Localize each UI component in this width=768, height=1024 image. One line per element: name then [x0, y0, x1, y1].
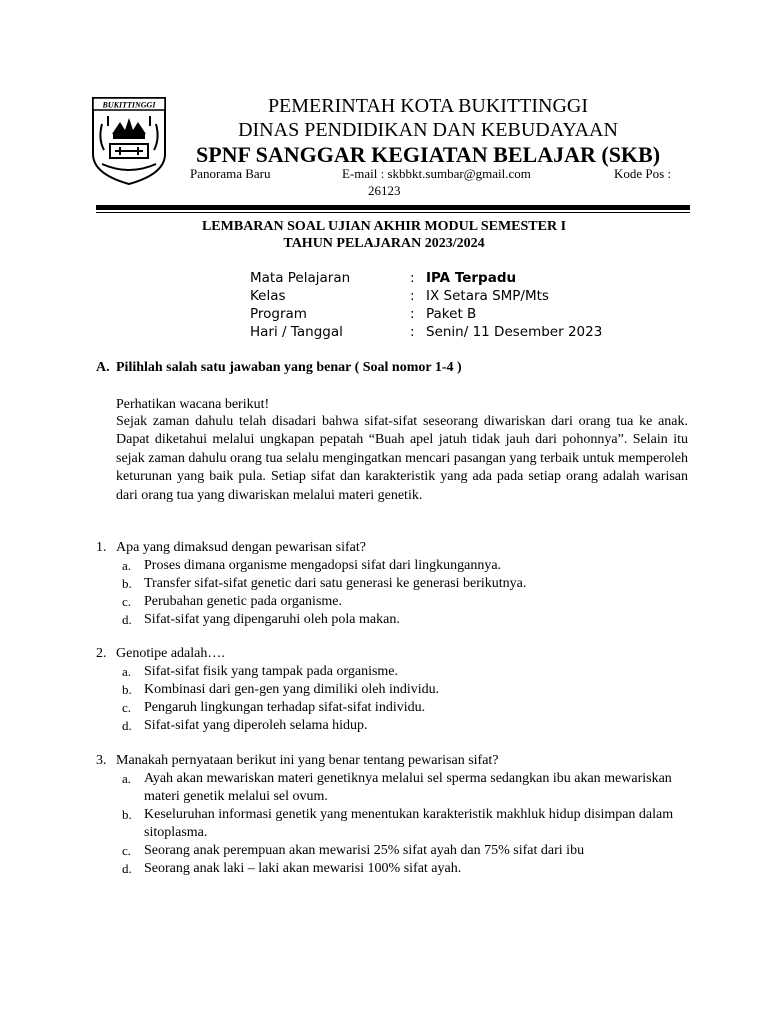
answer-option-d[interactable]	[96, 717, 696, 735]
option-letter: d.	[122, 612, 132, 627]
logo-banner-text: BUKITTINGGI	[102, 100, 156, 110]
letterhead-divider-thin	[96, 212, 690, 213]
question-number: 2.	[96, 646, 107, 661]
letterhead-institution: SPNF SANGGAR KEGIATAN BELAJAR (SKB)	[195, 142, 661, 167]
answer-option-d[interactable]	[96, 860, 696, 878]
info-label: Program	[250, 306, 307, 322]
option-letter: c.	[122, 843, 132, 858]
letterhead-email: E-mail : skbbkt.sumbar@gmail.com	[342, 166, 531, 181]
option-letter: a.	[122, 771, 132, 786]
option-letter: a.	[122, 558, 132, 573]
option-text: Keseluruhan informasi genetik yang menentukan karakteristik makhluk hidup disimpan dalam sitoplasma.	[144, 807, 674, 840]
letterhead-postal-code: 26123	[368, 183, 401, 198]
option-letter: b.	[122, 807, 132, 822]
exam-title: LEMBARAN SOAL UJIAN AKHIR MODUL SEMESTER I	[201, 219, 567, 234]
answer-option-a[interactable]	[96, 557, 696, 575]
letterhead-postal-label: Kode Pos :	[614, 166, 672, 181]
info-colon: :	[410, 270, 415, 286]
city-emblem-logo	[90, 94, 168, 186]
answer-option-b[interactable]	[96, 681, 696, 699]
section-instruction: Pilihlah salah satu jawaban yang benar ( Soal nomor 1-4 )	[116, 360, 462, 375]
question-number: 3.	[96, 753, 107, 768]
info-label: Kelas	[250, 288, 286, 304]
letterhead-divider-thick	[96, 205, 690, 210]
question-stem	[96, 645, 696, 663]
question-text: Apa yang dimaksud dengan pewarisan sifat?	[116, 540, 366, 555]
info-label: Hari / Tanggal	[250, 324, 343, 340]
info-colon: :	[410, 324, 415, 340]
option-letter: b.	[122, 682, 132, 697]
option-letter: c.	[122, 700, 132, 715]
answer-option-c[interactable]	[96, 842, 696, 860]
option-letter: c.	[122, 594, 132, 609]
question-stem	[96, 539, 696, 557]
letterhead-line-1: PEMERINTAH KOTA BUKITTINGGI	[267, 95, 589, 117]
answer-option-c[interactable]	[96, 593, 696, 611]
question-text: Manakah pernyataan berikut ini yang benar tentang pewarisan sifat?	[116, 753, 499, 768]
info-value: Paket B	[426, 306, 477, 322]
section-heading	[96, 359, 462, 376]
question-text: Genotipe adalah….	[116, 646, 225, 661]
option-text: Seorang anak perempuan akan mewarisi 25% sifat ayah dan 75% sifat dari ibu	[144, 843, 585, 858]
option-text: Perubahan genetic pada organisme.	[144, 594, 343, 609]
reading-passage: Sejak zaman dahulu telah disadari bahwa sifat-sifat seseorang diwariskan dari orang tua ke anak. Dapat diketahui melalui ungkapan pepatah “Buah apel jatuh tidak jauh dari pohonnya”. Selain itu sejak zaman dahulu orang tua selalu mengingatkan mencari pasangan yang terbaik untuk memperoleh keturunan yang baik pula. Setiap sifat dan karakteristik yang ada pada setiap orang adalah warisan dari orang tua yang diwariskan melalui materi genetik.	[116, 414, 688, 503]
option-text: Sifat-sifat fisik yang tampak pada organisme.	[144, 664, 399, 679]
passage-intro: Perhatikan wacana berikut!	[116, 397, 270, 412]
option-letter: d.	[122, 861, 132, 876]
question-1	[96, 539, 696, 629]
option-letter: d.	[122, 718, 132, 733]
question-number: 1.	[96, 540, 107, 555]
info-colon: :	[410, 306, 415, 322]
option-text: Proses dimana organisme mengadopsi sifat dari lingkungannya.	[144, 558, 502, 573]
section-letter: A.	[96, 360, 110, 375]
option-text: Sifat-sifat yang dipengaruhi oleh pola makan.	[144, 612, 400, 627]
answer-option-b[interactable]	[96, 806, 684, 842]
answer-option-c[interactable]	[96, 699, 696, 717]
question-stem	[96, 752, 696, 770]
answer-option-b[interactable]	[96, 575, 696, 593]
info-label: Mata Pelajaran	[250, 270, 351, 286]
option-letter: b.	[122, 576, 132, 591]
option-text: Ayah akan mewariskan materi genetiknya melalui sel sperma sedangkan ibu akan mewariskan materi genetik melalui sel ovum.	[144, 771, 672, 804]
question-2	[96, 645, 696, 735]
exam-year: TAHUN PELAJARAN 2023/2024	[283, 236, 485, 251]
question-3	[96, 752, 696, 878]
option-text: Sifat-sifat yang diperoleh selama hidup.	[144, 718, 368, 733]
info-colon: :	[410, 288, 415, 304]
option-text: Kombinasi dari gen-gen yang dimiliki oleh individu.	[144, 682, 440, 697]
answer-option-d[interactable]	[96, 611, 696, 629]
option-text: Transfer sifat-sifat genetic dari satu generasi ke generasi berikutnya.	[144, 576, 527, 591]
option-text: Pengaruh lingkungan terhadap sifat-sifat individu.	[144, 700, 426, 715]
answer-option-a[interactable]	[96, 663, 696, 681]
letterhead-line-2: DINAS PENDIDIKAN DAN KEBUDAYAAN	[238, 119, 618, 141]
info-value: IPA Terpadu	[426, 270, 517, 286]
info-value: Senin/ 11 Desember 2023	[426, 324, 603, 340]
letterhead-address: Panorama Baru	[190, 166, 271, 181]
answer-option-a[interactable]	[96, 770, 684, 806]
info-value: IX Setara SMP/Mts	[426, 288, 549, 304]
option-text: Seorang anak laki – laki akan mewarisi 100% sifat ayah.	[144, 861, 462, 876]
option-letter: a.	[122, 664, 132, 679]
